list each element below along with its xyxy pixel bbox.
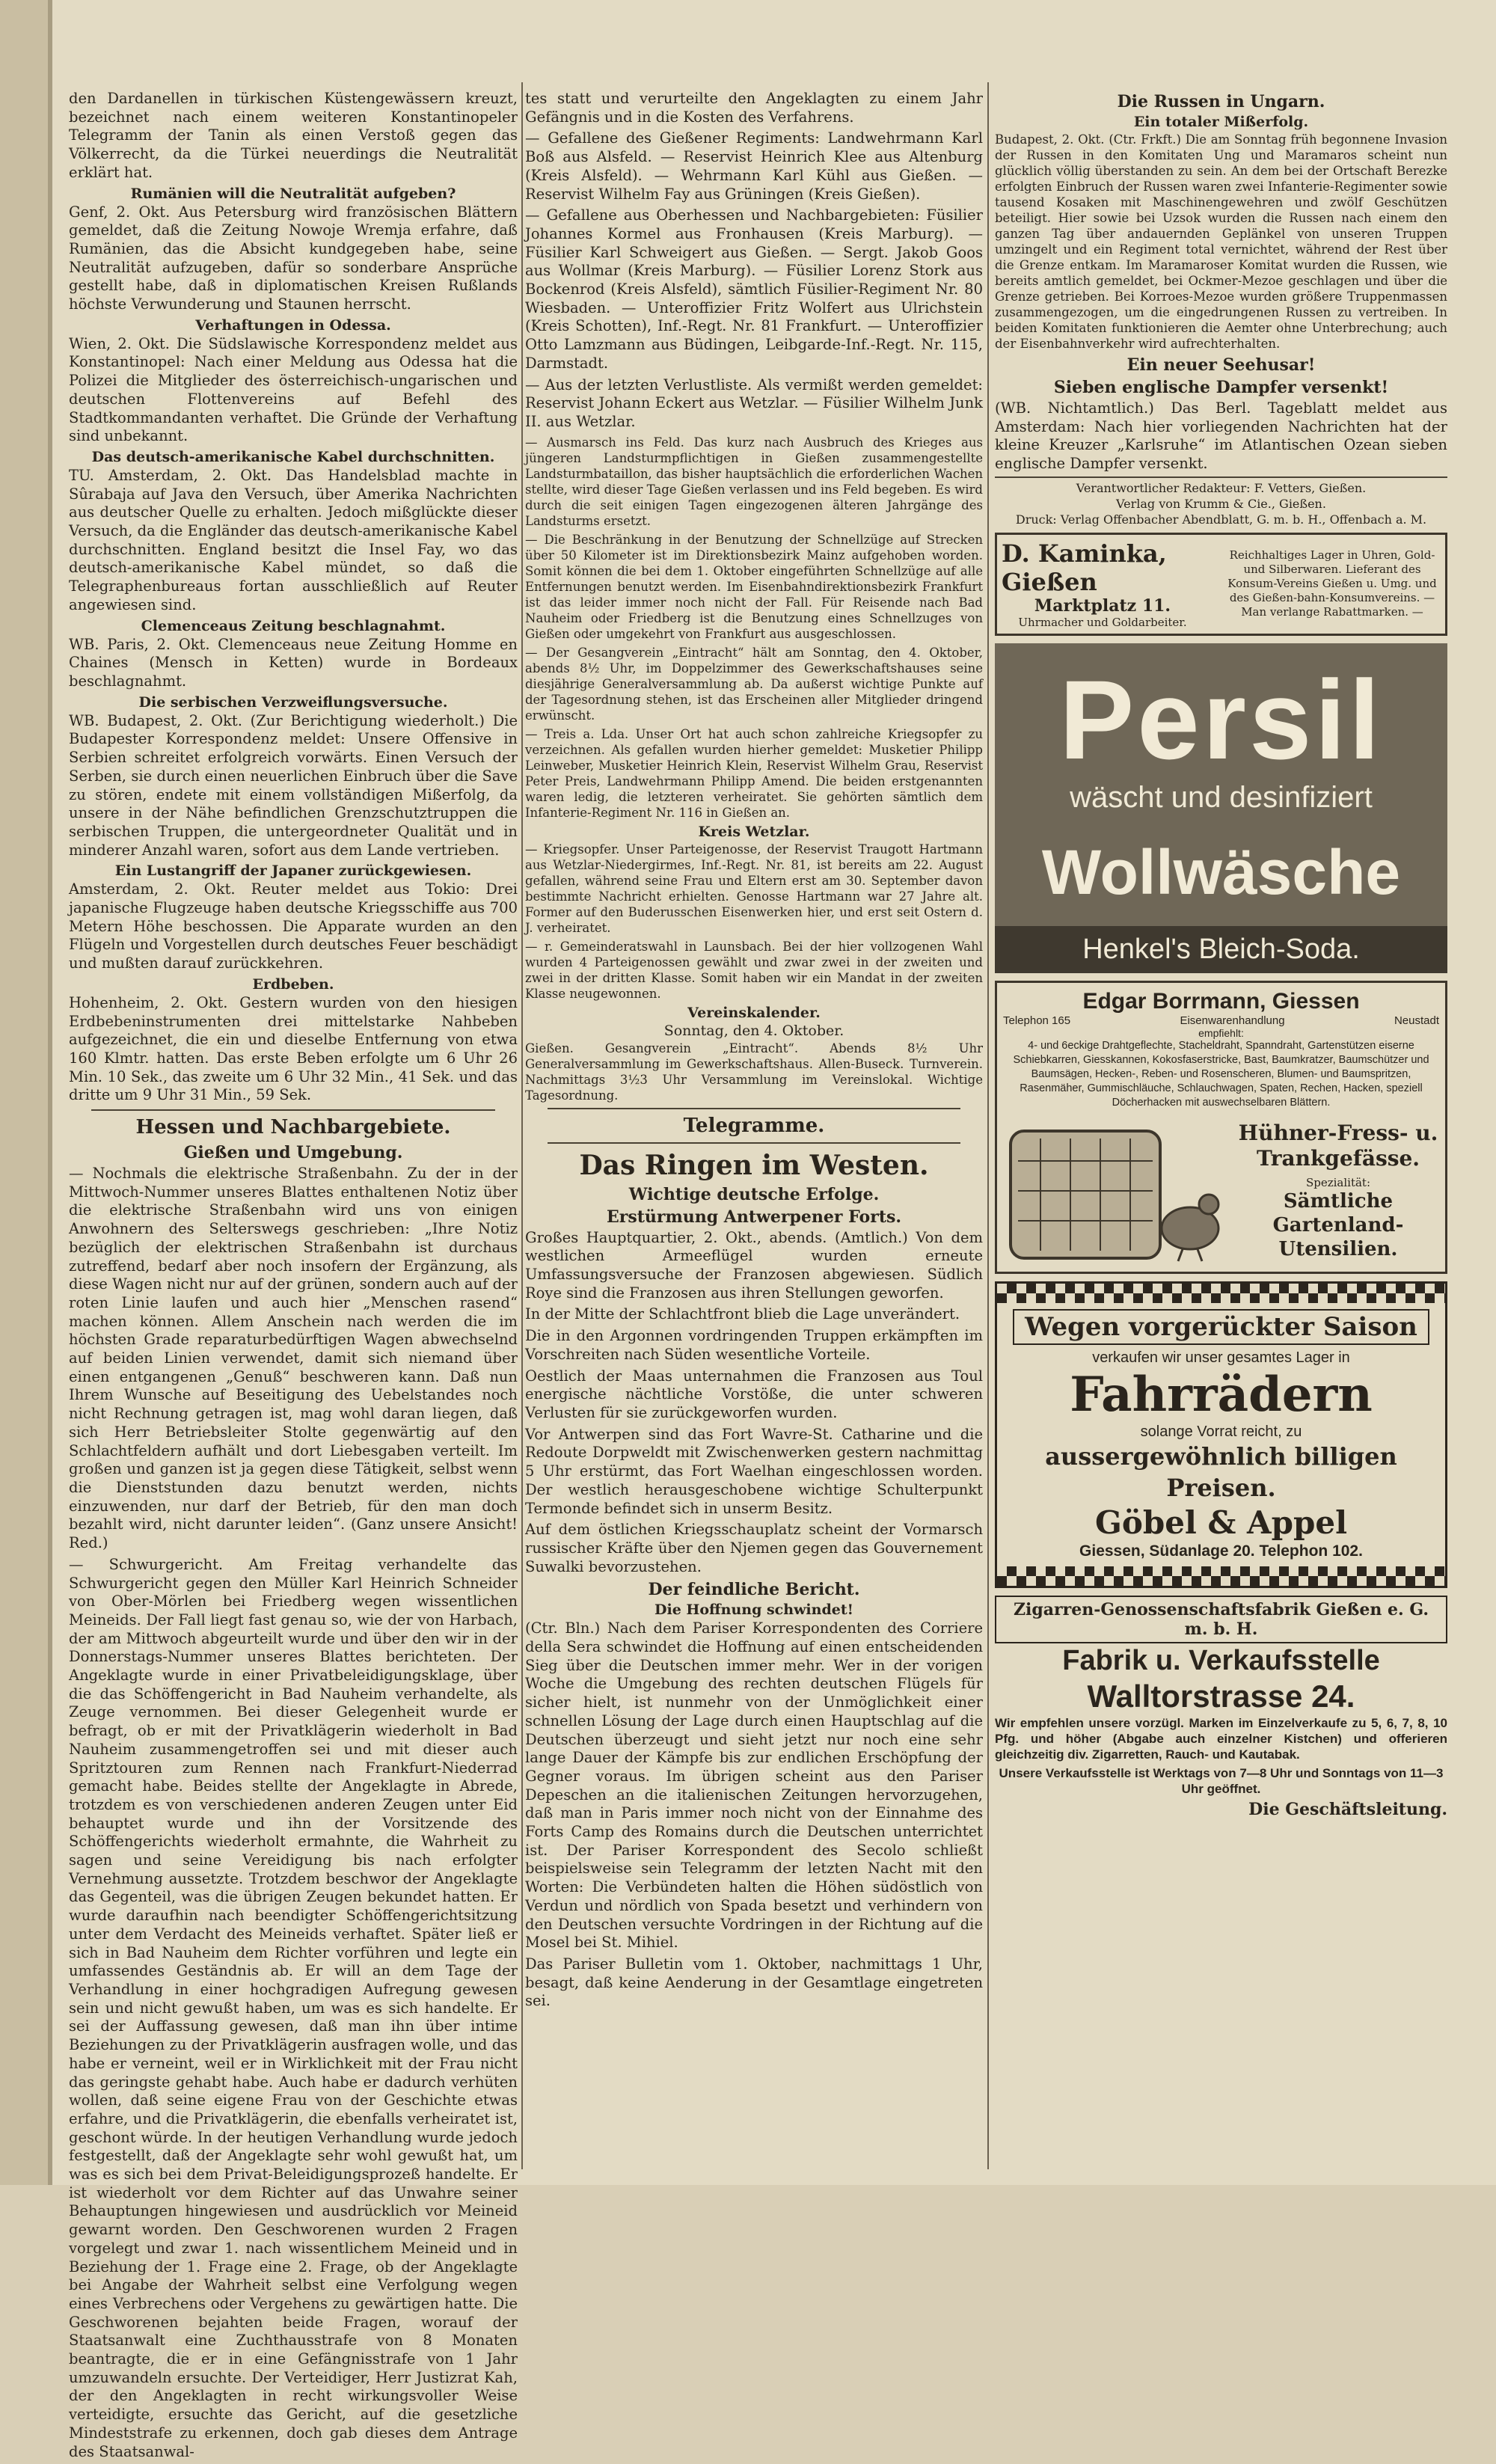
divider xyxy=(995,476,1447,478)
ad-list: 4- und 6eckige Drahtgeflechte, Stacheldraht, Spanndraht, Gartenstützen eiserne Schiebkarren, Giesskannen, Kokosfaserstricke, Bast, Baumkratzer, Baumschützer und Baumsägen, Hecken-, Reben- und Rosenscheren, Blumen- und Baumspritzen, Rasenmäher, Gummischläuche, Schlauchwagen, Spaten, Rechen, Hacken, speziell Döcherhacken mit auswechselbaren Blättern. xyxy=(1013,1039,1429,1109)
column-3 xyxy=(995,90,1447,1819)
ad-product: Wollwäsche xyxy=(1041,836,1401,907)
imprint: Verlag von Krumm & Cie., Gießen. xyxy=(1116,496,1326,511)
article-text: — Treis a. Lda. Unser Ort hat auch schon zahlreiche Kriegsopfer zu verzeichnen. Als gefallen wurden hierher gemeldet: Musketier Philipp Leinweber, Musketier Heinrich Klein, Reservist Wilhelm Grau, Reservist Peter Preis, Landwehrmann Philipp Amend. Die beiden erstgenannten waren ledig, die letzteren verheiratet. Sie gehörten sämtlich dem Infanterie-Regiment Nr. 116 in Gießen an. xyxy=(525,726,983,820)
article-heading: Rumänien will die Neutralität aufgeben? xyxy=(130,185,456,202)
article-text: Wien, 2. Okt. Die Südslawische Korrespondenz meldet aus Konstantinopel: Nach einer Meldung aus Odessa hat die Polizei die Mitglieder des österreichisch-ungarischen und deutschen Flottenvereins auf Befehl des Stadtkommandanten verhaftet. Die Gründe der Verhaftung sind unbekannt. xyxy=(69,334,518,445)
ad-kaminka xyxy=(995,533,1447,636)
column-1 xyxy=(69,90,518,2464)
column-rule xyxy=(521,82,523,2169)
ad-label: Spezialität: xyxy=(1305,1175,1371,1189)
ad-address: Marktplatz 11. xyxy=(1034,595,1171,616)
binding-gutter xyxy=(0,0,52,2185)
ad-product: Sämtliche Gartenland-Utensilien. xyxy=(1272,1189,1404,1260)
column-2 xyxy=(525,90,983,2014)
ad-empfiehlt: empfiehlt: xyxy=(1198,1026,1244,1039)
imprint: Verantwortlicher Redakteur: F. Vetters, Gießen. xyxy=(1076,480,1367,495)
gutter-edge xyxy=(48,0,52,2185)
article-text: Das Pariser Bulletin vom 1. Oktober, nachmittags 1 Uhr, besagt, daß keine Aenderung in der Gesamtlage eingetreten sei. xyxy=(525,1955,983,2010)
subheadline: Wichtige deutsche Erfolge. xyxy=(628,1184,880,1204)
article-heading: Verhaftungen in Odessa. xyxy=(195,316,391,334)
article-text: Oestlich der Maas unternahmen die Franzosen aus Toul energische nächtliche Vorstöße, die unter schweren Verlusten für sie zurückgeworfen wurden. xyxy=(525,1367,983,1421)
article-text: (Ctr. Bln.) Nach dem Pariser Korrespondenten des Corriere della Sera schwindet die Hoffnung auf einen entscheidenden Sieg über die Deutschen immer mehr. Wer in der vorigen Woche die Umgebung des rechten deutschen Flügels für sicher hielt, ist nunmehr von der Unmöglichkeit einer schnellen Lösung der Lage durch einen Hauptschlag auf die Deutschen überzeugt und sieht jetzt nur noch eine sehr lange Dauer der Kämpfe bis zur endlichen Erschöpfung der Gegner voraus. Im übrigen scheint aus den Pariser Depeschen an die italienischen Zeitungen hervorzugehen, daß man in Paris immer noch nicht von der Einnahme des Forts Camp des Romains durch die Deutschen unterrichtet ist. Der Pariser Korrespondent des Secolo schließt beispielsweise sein Telegramm der letzten Nacht mit den Worten: Die Verbündeten halten die Höhen südöstlich von Verdun und nördlich von Spada besetzt und verhindern von den Deutschen versuchte Vordringen in der Richtung auf die Mosel bei St. Mihiel. xyxy=(525,1619,983,1952)
subsection-heading: Gießen und Umgebung. xyxy=(183,1143,403,1163)
article-subheading: Die Hoffnung schwindet! xyxy=(654,1602,853,1619)
section-heading: Telegramme. xyxy=(683,1114,825,1137)
article-heading: Vereinskalender. xyxy=(687,1004,821,1021)
article-subheading: Sieben englische Dampfer versenkt! xyxy=(1053,378,1389,397)
ad-goebel xyxy=(995,1281,1447,1588)
article-text: Vor Antwerpen sind das Fort Wavre-St. Catharine und die Redoute Dorpweldt mit Zwischenwerken gestern nachmittag 5 Uhr erstürmt, das Fort Waelhan eingeschlossen worden. Der westlich herausgeschobene wichtige Schulterpunkt Termonde befindet sich in unserm Besitz. xyxy=(525,1425,983,1517)
ad-headline: Fahrrädern xyxy=(1070,1366,1373,1423)
article-text: WB. Budapest, 2. Okt. (Zur Berichtigung wiederholt.) Die Budapester Korrespondenz meldet: Unsere Offensive in Serbien schreitet erfolgreich vorwärts. Einen Versuch der Serben, sie durch einen neuerlichen Einbruch über die Save zu stören, endete mit einem vollständigen Mißerfolg, da unsere in der Nähe befindlichen Grenzschutztruppen die serbischen Truppen, die untergeordneter Qualität und in minderer Anzahl waren, sofort aus dem Lande vertrieben. xyxy=(69,711,518,859)
checker-border xyxy=(997,1566,1445,1586)
ad-headline: Fabrik u. Verkaufsstelle xyxy=(1062,1644,1380,1676)
ad-signature: Die Geschäftsleitung. xyxy=(1248,1799,1447,1819)
article-text: In der Mitte der Schlachtfront blieb die Lage unverändert. xyxy=(525,1305,960,1323)
divider xyxy=(91,1109,495,1111)
ad-kaminka-left xyxy=(1002,539,1204,629)
article-text: Gießen. Gesangverein „Eintracht“. Abends 8½ Uhr Generalversammlung im Gewerkschaftshaus. Allen-Buseck. Turnverein. Nachmittags 3½3 Uhr Versammlung im Vereinslokal. Wichtige Tagesordnung. xyxy=(525,1041,983,1103)
divider xyxy=(548,1142,960,1144)
ad-hours: Unsere Verkaufsstelle ist Werktags von 7—8 Uhr und Sonntags von 11—3 Uhr geöffnet. xyxy=(999,1765,1444,1796)
ad-goebel-body xyxy=(997,1303,1445,1566)
article-text: — Gefallene des Gießener Regiments: Landwehrmann Karl Boß aus Alsfeld. — Reservist Heinrich Klee aus Altenburg (Kreis Alsfeld). — Wehrmann Karl Kühl aus Gießen. — Reservist Wilhelm Fay aus Grüningen (Kreis Gießen). xyxy=(525,129,983,203)
ad-borrmann xyxy=(995,981,1447,1274)
article-text: — Ausmarsch ins Feld. Das kurz nach Ausbruch des Krieges aus jüngeren Landsturmpflichtigen in Gießen zusammengestellte Landsturmbataillon, das bisher hauptsächlich die erforderlichen Wachen stellte, wird dieser Tage Gießen verlassen und ins Feld begeben. Es wird durch die seit einigen Tagen eingezogenen älteren Jahrgänge des Landsturms ersetzt. xyxy=(525,435,983,528)
column-rule xyxy=(987,82,989,2169)
ad-name: Göbel & Appel xyxy=(1094,1504,1348,1541)
subheadline: Erstürmung Antwerpener Forts. xyxy=(606,1207,902,1227)
article-text: — Gefallene aus Oberhessen und Nachbargebieten: Füsilier Johannes Kormel aus Fronhausen (Kreis Marburg). — Füsilier Karl Schweigert aus Gießen. — Sergt. Jakob Goos aus Wollmar (Kreis Marburg). — Füsilier Lorenz Stork aus Bockenrod (Kreis Alsfeld), sämtlich Füsilier-Regiment Nr. 80 Wiesbaden. — Unteroffizier Fritz Wolfert aus Ulrichstein (Kreis Schotten), Inf.-Regt. Nr. 81 Frankfurt. — Unteroffizier Otto Lamzmann aus Büdingen, Leibgarde-Inf.-Regt. Nr. 115, Darmstadt. xyxy=(525,206,983,372)
article-text: — Aus der letzten Verlustliste. Als vermißt werden gemeldet: Reservist Johann Eckert aus Wetzlar. — Füsilier Wilhelm Junk II. aus Wetzlar. xyxy=(525,376,983,430)
ad-line: Wegen vorgerückter Saison xyxy=(1013,1309,1429,1345)
article-text: WB. Paris, 2. Okt. Clemenceaus neue Zeitung Homme en Chaines (Mensch in Ketten) wurde in Bordeaux beschlagnahmt. xyxy=(69,635,518,690)
ad-trade: Uhrmacher und Goldarbeiter. xyxy=(1018,615,1187,629)
article-text: Amsterdam, 2. Okt. Reuter meldet aus Tokio: Drei japanische Flugzeuge haben deutsche Kriegsschiffe aus 700 Metern Höhe beschossen. Die Apparate wurden an den Flügeln und Vorgestellen durch deutsches Feuer beschädigt und mußten darauf zurückkehren. xyxy=(69,880,518,972)
article-text: (WB. Nichtamtlich.) Das Berl. Tageblatt meldet aus Amsterdam: Nach hier vorliegenden Nachrichten hat der kleine Kreuzer „Karlsruhe“ im Atlantischen Ozean sieben englische Dampfer versenkt. xyxy=(995,399,1447,473)
article-text: — Kriegsopfer. Unser Parteigenosse, der Reservist Traugott Hartmann aus Wetzlar-Niedergirmes, Inf.-Regt. Nr. 81, ist bereits am 22. August gefallen, während seine Frau und Eltern erst am 30. September davon bestimmte Nachricht erhielten. Genosse Hartmann war 27 Jahre alt. Former auf den Buderusschen Eisenwerken hier, und erst seit Ostern d. J. verheiratet. xyxy=(525,842,983,935)
article-text: — Der Gesangverein „Eintracht“ hält am Sonntag, den 4. Oktober, abends 8½ Uhr, im Doppelzimmer des Gewerkschaftshauses seine diesjährige Generalversammlung ab. Da außerst wichtige Punkte auf der Tagesordnung stehen, ist das Erscheinen aller Mitglieder dringend erwünscht. xyxy=(525,645,983,723)
ad-borrmann-right xyxy=(1237,1121,1439,1261)
calendar-date: Sonntag, den 4. Oktober. xyxy=(663,1022,844,1039)
article-heading: Das deutsch-amerikanische Kabel durchschnitten. xyxy=(91,448,495,465)
ad-product: Hühner-Fress- u. Trankgefässe. xyxy=(1238,1120,1438,1171)
ad-brand: Persil xyxy=(1059,656,1383,782)
ad-address: Giessen, Südanlage 20. Telephon 102. xyxy=(1079,1542,1363,1560)
ad-persil xyxy=(995,643,1447,973)
ad-slogan: wäscht und desinfiziert xyxy=(1070,780,1373,814)
article-text: Großes Hauptquartier, 2. Okt., abends. (Amtlich.) Von dem westlichen Armeeflügel wurden erneute Umfassungsversuche der Franzosen abgewiesen. Südlich Roye sind die Franzosen aus ihren Stellungen geworfen. xyxy=(525,1228,983,1302)
article-heading: Kreis Wetzlar. xyxy=(698,823,810,840)
article-text: TU. Amsterdam, 2. Okt. Das Handelsblad machte in Sûrabaja auf Java den Versuch, über Amerika Nachrichten aus deutscher Quelle zu erhalten. Jedoch mißglückte dieser Versuch, da die Engländer das deutsch-amerikanische Kabel durchschnitten. England besitzt die Insel Fay, wo das deutsch-amerikanische Kabel mündet, so daß die Telegraphenbureaus fortan ausschließlich auf Reuter angewiesen sind. xyxy=(69,466,518,613)
ad-line: solange Vorrat reicht, zu xyxy=(1140,1423,1302,1440)
ad-name: D. Kaminka, Gießen xyxy=(1002,539,1167,596)
article-text: Hohenheim, 2. Okt. Gestern wurden von den hiesigen Erdbebeninstrumenten drei mittelstarke Nahbeben aufgezeichnet, die ein und dieselbe Entfernung von etwa 160 Klmtr. hatten. Das erste Beben erfolgte um 6 Uhr 26 Min. 10 Sek., das zweite um 6 Uhr 32 Min., 41 Sek. und das dritte um 9 Uhr 31 Min., 59 Sek. xyxy=(69,993,518,1104)
article-heading: Die Russen in Ungarn. xyxy=(1117,92,1325,111)
article-text: Budapest, 2. Okt. (Ctr. Frkft.) Die am Sonntag früh begonnene Invasion der Russen in den Komitaten Ung und Maramaros scheint nun glücklich völlig überstanden zu sein. An dem bei der Ortschaft Berezke erfolgten Einbruch der Russen waren zwei Infanterie-Regimenter sowie tausend Kosaken mit Maschinengewehren und zwölf Geschützen beteiligt. Hier sowie bei Uzsok wurden die Russen nach einem den ganzen Tag über andauernden Geplänkel von unseren Truppen umzingelt und ein Regiment total vernichtet, während der Rest über die Grenze entkam. Im Maramaroser Komitat wurden die Russen, wie bereits amtlich gemeldet, bei Ockmer-Mezoe geschlagen und über die Grenze getrieben. Bei Korroes-Mezoe wurden größere Truppenmassen zusammengezogen, um die eingedrungenen Russen zu vertreiben. In beiden Komitaten funktionieren die Aemter ohne Unterbrechung; auch der Eisenbahnverkehr wird aufrechterhalten. xyxy=(995,132,1447,351)
article-heading: Ein neuer Seehusar! xyxy=(1126,355,1316,375)
ad-kind: Eisenwarenhandlung xyxy=(1180,1014,1285,1027)
ad-place: Neustadt xyxy=(1394,1014,1439,1027)
ad-line: verkaufen wir unser gesamtes Lager in xyxy=(1092,1349,1350,1366)
article-heading: Ein Lustangriff der Japaner zurückgewiesen. xyxy=(114,862,472,880)
article-heading: Clemenceaus Zeitung beschlagnahmt. xyxy=(141,617,446,634)
article-subheading: Ein totaler Mißerfolg. xyxy=(1133,114,1309,130)
ad-address: Walltorstrasse 24. xyxy=(1087,1678,1355,1714)
article-heading: Die serbischen Verzweiflungsversuche. xyxy=(138,693,448,711)
ad-name: Edgar Borrmann, Giessen xyxy=(1082,988,1360,1014)
section-heading: Hessen und Nachbargebiete. xyxy=(135,1116,451,1139)
ad-info-row xyxy=(1003,1014,1439,1027)
article-text: Genf, 2. Okt. Aus Petersburg wird französischen Blättern gemeldet, daß die Zeitung Nowoje Wremja erfahre, daß Rumänien, das die Absicht kundgegeben habe, seine Neutralität aufzugeben, dafür so sonderbare Ansprüche gestellt habe, daß in diplomatischen Kreisen Rußlands höchste Verwunderung und Staunen herrscht. xyxy=(69,203,518,313)
article-text: — Schwurgericht. Am Freitag verhandelte das Schwurgericht gegen den Müller Karl Heinrich Schneider von Ober-Mörlen bei Friedberg wegen wissentlichen Meineids. Der Fall liegt fast genau so, wie der von Harbach, der am Mittwoch abgeurteilt wurde und über den wir in der Donnerstags-Nummer unseres Blattes berichteten. Der Angeklagte wurde in einer Privatbeleidigungsklage, über die das Schöffengericht in Bad Nauheim verhandelte, als Zeuge vernommen. Bei dieser Gelegenheit wurde er befragt, ob er mit der Privatklägerin wiederholt in Bad Nauheim zusammengetroffen sei und mit dieser auch Spritztouren zum Rennen nach Frankfurt-Niederrad gemacht habe. Beides stellte der Angeklagte in Abrede, trotzdem es von verschiedenen anderen Zeugen unter Eid behauptet wurde und ihn der Vorsitzende des Schöffengerichts wiederholt ermahnte, die Wahrheit zu sagen und seine Vereidigung bis nach erfolgter Vernehmung aussetzte. Trotzdem beschwor der Angeklagte das Gegenteil, was die übrigen Zeugen bekundet hatten. Er wurde daraufhin nach beendigter Schöffengerichtsitzung unter dem Verdacht des Meineids verhaftet. Später ließ er sich in Bad Nauheim dem Richter vorführen und legte ein umfassendes Geständnis ab. Er will an dem Tage der Verhandlung in einer hochgradigen Aufregung gewesen sein und nicht gewußt haben, um was es sich handelte. Er sei der Auffassung gewesen, daß man ihn über intime Beziehungen zu der Privatklägerin ausfragen wolle, und das habe er verneint, weil er in Wirklichkeit mit der Frau nicht das geringste gehabt habe. Auch habe er dadurch verhüten wollen, daß seine eigene Frau von der Geschichte etwas erfahre, und die Privatklägerin, die ebenfalls verheiratet ist, geschont würde. In der heutigen Verhandlung wurde jedoch festgestellt, daß der Angeklagte sehr wohl gewußt hat, um was es sich bei dem Privat-Beleidigungsprozeß handelte. Er ist wiederholt vor dem Richter auf das Unwahre seiner Behauptungen hingewiesen und ausdrücklich vor Meineid gewarnt worden. Den Geschworenen wurden 2 Fragen vorgelegt und zwar 1. nach wissentlichem Meineid und in Beziehung der 1. Frage eine 2. Frage, ob der Angeklagte bei Angabe der Wahrheit selbst eine Verfolgung wegen eines Verbrechens oder Vergehens zu gewärtigen hatte. Die Geschworenen bejahten beide Fragen, worauf der Staatsanwalt eine Zuchthausstrafe von 8 Monaten beantragte, die er in eine Gefängnisstrafe von 1 Jahr umzuwandeln ersuchte. Der Verteidiger, Herr Justizrat Kah, der den Angeklagten in recht wirkungsvoller Weise verteidigte, ersuchte das Gericht, auf die gesetzliche Mindeststrafe zu erkennen, doch gab dieses dem Antrage des Staatsanwal- xyxy=(69,1555,518,2460)
ad-borrmann-lower xyxy=(1003,1116,1439,1266)
ad-zigarren xyxy=(995,1596,1447,1819)
ad-text: Wir empfehlen unsere vorzügl. Marken im Einzelverkaufe zu 5, 6, 7, 8, 10 Pfg. und höher (Abgabe auch einzelner Kistchen) und offerieren gleichzeitig div. Zigarretten, Rauch- und Kautabak. xyxy=(995,1715,1447,1762)
ad-text: Reichhaltiges Lager in Uhren, Gold- und Silberwaren. Lieferant des Konsum-Vereins Gießen u. Umg. und des Gießen-bahn-Konsumvereins. — Man verlange Rabattmarken. — xyxy=(1227,548,1437,619)
article-text: den Dardanellen in türkischen Küstengewässern kreuzt, bezeichnet nach einem weiteren Konstantinopeler Telegramm der Tanin als einen Verstoß gegen das Völkerrecht, da die Türkei neuerdings die Neutralität erklärt hat. xyxy=(69,90,518,181)
feeder-illustration xyxy=(1003,1116,1227,1266)
article-text: Die in den Argonnen vordringenden Truppen erkämpften im Vorschreiten nach Süden wesentliche Vorteile. xyxy=(525,1327,983,1363)
article-heading: Erdbeben. xyxy=(252,975,334,993)
checker-border xyxy=(997,1284,1445,1303)
article-text: — Nochmals die elektrische Straßenbahn. Zu der in der Mittwoch-Nummer unseres Blattes enthaltenen Notiz über die elektrische Straßenbahn wird uns von einigen Anwohnern des Selterswegs geschrieben: „Ihre Notiz bezüglich der elektrischen Straßenbahn ist durchaus zutreffend, bedarf aber noch insofern der Ergänzung, als diese Wagen nicht nur auf der grünen, sondern auch auf der roten Linie laufen und auch hier „Menschen rasend“ machen können. Allem Anschein nach werden die im höchsten Grade reparaturbedürftigen Wagen abwechselnd auf beiden Linien verwendet, damit sich niemand über einen entgangenen „Genuß“ beschweren kann. Daß nun Ihrem Wunsche auf Beseitigung des Uebelstandes noch nicht Rechnung getragen ist, mag wohl daran liegen, daß sich Herr Betriebsleiter Stolte gegenwärtig auf den Schlachtfeldern aufhält und dort Liebesgaben verteilt. Im großen und ganzen ist ja gegen diese Tätigkeit, selbst wenn die Dienststunden dazu benutzt werden, nichts einzuwenden, nur darf der Betrieb, für den man doch bezahlt wird, nicht darunter leiden“. (Ganz unsere Ansicht! Red.) xyxy=(69,1165,518,1552)
article-heading: Der feindliche Bericht. xyxy=(648,1580,860,1600)
divider xyxy=(548,1108,960,1109)
ad-maker: Henkel's Bleich-Soda. xyxy=(995,926,1447,973)
imprint: Druck: Verlag Offenbacher Abendblatt, G. m. b. H., Offenbach a. M. xyxy=(1015,512,1427,527)
ad-phone: Telephon 165 xyxy=(1003,1014,1071,1027)
article-text: Auf dem östlichen Kriegsschauplatz scheint der Vormarsch russischer Kräfte über den Njemen gegen das Gouvernement Suwalki bevorzustehen. xyxy=(525,1521,983,1575)
article-text: — r. Gemeinderatswahl in Launsbach. Bei der hier vollzogenen Wahl wurden 4 Parteigenossen gewählt und zwar zwei in der zweiten und zwei in der dritten Klasse. Somit haben wir ein Mandat in der zweiten Klasse neugewonnen. xyxy=(525,939,983,1001)
ad-line: Zigarren-Genossenschaftsfabrik Gießen e. G. m. b. H. xyxy=(995,1596,1447,1643)
main-headline: Das Ringen im Westen. xyxy=(579,1149,929,1181)
ad-line: aussergewöhnlich billigen Preisen. xyxy=(1045,1441,1397,1502)
article-text: tes statt und verurteilte den Angeklagten zu einem Jahr Gefängnis und in die Kosten des Verfahrens. xyxy=(525,90,983,126)
article-text: — Die Beschränkung in der Benutzung der Schnellzüge auf Strecken über 50 Kilometer ist im Direktionsbezirk Mainz aufgehoben worden. Somit können die bei dem 1. Oktober eingeführten Schnellzüge auf alle Entfernungen benutzt werden. Im Eisenbahndirektionsbezirk Frankfurt ist das leider immer noch nicht der Fall. Für Reisende nach Bad Nauheim oder Friedberg ist die Benutzung eines Schnellzuges von Gießen oder umgekehrt von Frankfurt aus ausgeschlossen. xyxy=(525,532,983,641)
